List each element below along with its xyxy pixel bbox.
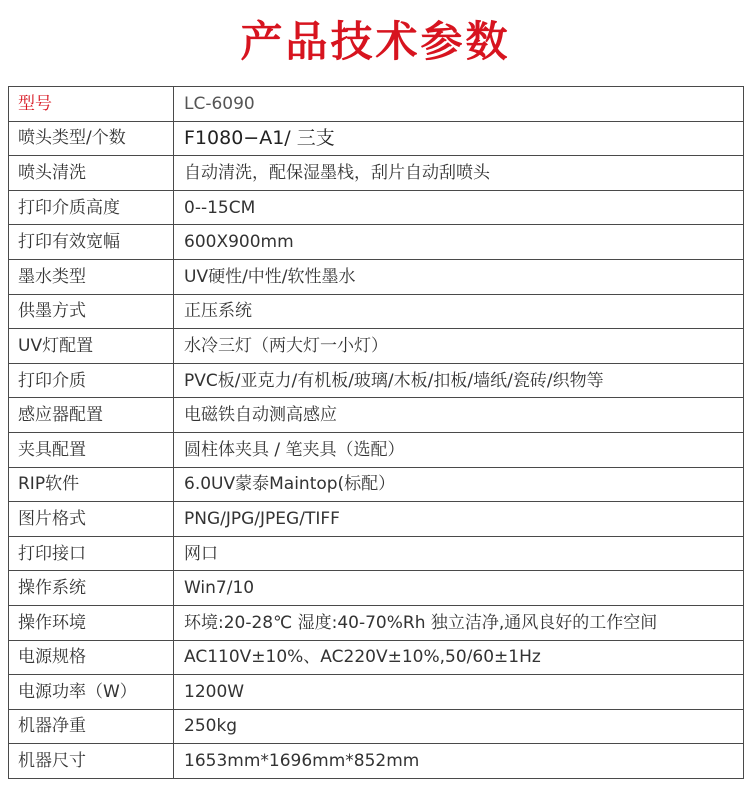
spec-value: 环境:20-28℃ 湿度:40-70%Rh 独立洁净,通风良好的工作空间 bbox=[174, 605, 744, 640]
spec-row bbox=[9, 363, 744, 398]
spec-row bbox=[9, 467, 744, 502]
spec-row bbox=[9, 225, 744, 260]
spec-table bbox=[8, 86, 744, 779]
spec-label: 感应器配置 bbox=[9, 398, 174, 433]
spec-label: 打印有效宽幅 bbox=[9, 225, 174, 260]
spec-row bbox=[9, 744, 744, 779]
spec-row bbox=[9, 190, 744, 225]
spec-label: 型号 bbox=[9, 87, 174, 122]
spec-value: UV硬性/中性/软性墨水 bbox=[174, 259, 744, 294]
spec-table-body bbox=[9, 87, 744, 779]
page-title: 产品技术参数 bbox=[240, 17, 511, 66]
spec-value: 正压系统 bbox=[174, 294, 744, 329]
spec-label: UV灯配置 bbox=[9, 329, 174, 364]
spec-row-printhead bbox=[9, 121, 744, 156]
spec-value: 自动清洗，配保湿墨栈，刮片自动刮喷头 bbox=[174, 156, 744, 191]
spec-row bbox=[9, 329, 744, 364]
spec-row bbox=[9, 640, 744, 675]
spec-label: 机器尺寸 bbox=[9, 744, 174, 779]
spec-value: F1080−A1/ 三支 bbox=[174, 121, 744, 156]
spec-value: 圆柱体夹具 / 笔夹具（选配） bbox=[174, 432, 744, 467]
spec-label: 图片格式 bbox=[9, 502, 174, 537]
spec-label: 机器净重 bbox=[9, 709, 174, 744]
spec-row bbox=[9, 571, 744, 606]
spec-label: 打印接口 bbox=[9, 536, 174, 571]
spec-row bbox=[9, 675, 744, 710]
spec-row-model bbox=[9, 87, 744, 122]
spec-label: RIP软件 bbox=[9, 467, 174, 502]
spec-row bbox=[9, 709, 744, 744]
spec-value: PVC板/亚克力/有机板/玻璃/木板/扣板/墙纸/瓷砖/织物等 bbox=[174, 363, 744, 398]
spec-row bbox=[9, 502, 744, 537]
spec-value: 600X900mm bbox=[174, 225, 744, 260]
spec-label: 夹具配置 bbox=[9, 432, 174, 467]
spec-value: Win7/10 bbox=[174, 571, 744, 606]
spec-row bbox=[9, 294, 744, 329]
spec-label: 墨水类型 bbox=[9, 259, 174, 294]
spec-label: 操作系统 bbox=[9, 571, 174, 606]
spec-label: 打印介质 bbox=[9, 363, 174, 398]
spec-row bbox=[9, 605, 744, 640]
spec-value: AC110V±10%、AC220V±10%,50/60±1Hz bbox=[174, 640, 744, 675]
spec-row bbox=[9, 156, 744, 191]
spec-value: 网口 bbox=[174, 536, 744, 571]
spec-label: 操作环境 bbox=[9, 605, 174, 640]
spec-label: 电源功率（W） bbox=[9, 675, 174, 710]
spec-label: 喷头清洗 bbox=[9, 156, 174, 191]
spec-value: 1653mm*1696mm*852mm bbox=[174, 744, 744, 779]
spec-label: 电源规格 bbox=[9, 640, 174, 675]
spec-value: 水冷三灯（两大灯一小灯） bbox=[174, 329, 744, 364]
spec-row bbox=[9, 536, 744, 571]
spec-value: LC-6090 bbox=[174, 87, 744, 122]
spec-value: 1200W bbox=[174, 675, 744, 710]
spec-row bbox=[9, 432, 744, 467]
spec-value: PNG/JPG/JPEG/TIFF bbox=[174, 502, 744, 537]
spec-value: 250kg bbox=[174, 709, 744, 744]
spec-value: 0--15CM bbox=[174, 190, 744, 225]
spec-label: 打印介质高度 bbox=[9, 190, 174, 225]
spec-row bbox=[9, 398, 744, 433]
spec-label: 喷头类型/个数 bbox=[9, 121, 174, 156]
spec-label: 供墨方式 bbox=[9, 294, 174, 329]
spec-value: 电磁铁自动测高感应 bbox=[174, 398, 744, 433]
spec-row bbox=[9, 259, 744, 294]
spec-value: 6.0UV蒙泰Maintop(标配） bbox=[174, 467, 744, 502]
